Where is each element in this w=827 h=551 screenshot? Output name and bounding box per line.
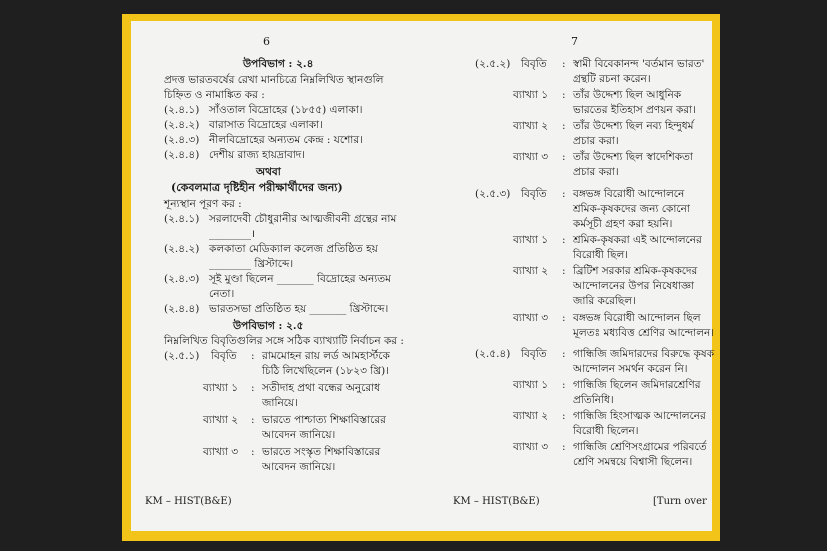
page-footer: KM – HIST(B&E) <box>453 496 540 507</box>
instruction: প্রদত্ত ভারতবর্ষের রেখা মানচিত্রে নিম্নলিখিত স্থানগুলি <box>164 74 384 86</box>
page-number: 7 <box>571 35 578 48</box>
explanation-label: ব্যাখ্যা ১ <box>513 379 549 391</box>
colon: : <box>562 348 566 360</box>
explanation-label: ব্যাখ্যা ২ <box>203 414 239 426</box>
explanation-line: গান্ধিজি ছিলেন জমিদারশ্রেণির <box>573 379 701 391</box>
explanation-label: ব্যাখ্যা ৩ <box>513 441 549 453</box>
colon: : <box>562 120 566 132</box>
colon: : <box>251 446 255 458</box>
colon: : <box>562 58 566 70</box>
statement-label: বিবৃতি <box>521 348 547 360</box>
colon: : <box>562 441 566 453</box>
explanation-line: জারি করেছিল। <box>573 295 636 307</box>
page-footer: KM – HIST(B&E) <box>145 496 232 507</box>
turn-over-note: [Turn over <box>653 496 707 507</box>
explanation-line: আবেদন জানিয়ে। <box>262 429 336 441</box>
colon: : <box>562 265 566 277</box>
question-number: (২.৫.২) <box>475 58 511 70</box>
statement-line: রামমোহন রায় লর্ড আমহার্স্টকে <box>262 350 390 362</box>
explanation-line: বিরোধী ছিল। <box>573 249 629 261</box>
statement-line: কর্মসূচী গ্রহণ করা হয়নি। <box>573 218 673 230</box>
explanation-line: তাঁর উদ্দেশ্য ছিল নব্য হিন্দুধর্ম <box>573 120 694 132</box>
explanation-line: বঙ্গভঙ্গ বিরোধী আন্দোলন ছিল <box>573 312 701 324</box>
explanation-line: প্রচার করা। <box>573 166 619 178</box>
explanation-line: বিরোধী ছিলেন। <box>573 425 639 437</box>
booklet-spread <box>131 21 715 531</box>
colon: : <box>562 234 566 246</box>
explanation-line: মূলতঃ মধ্যবিত্ত শ্রেণির আন্দোলন। <box>573 327 715 339</box>
explanation-line: জানিয়ে। <box>262 397 298 409</box>
colon: : <box>251 414 255 426</box>
page-number: 6 <box>263 35 270 48</box>
explanation-label: ব্যাখ্যা ১ <box>203 382 239 394</box>
statement-line: শ্রমিক-কৃষকদের জন্য কোনো <box>573 203 690 215</box>
colon: : <box>251 350 255 362</box>
fill-line: সূই মুণ্ডা ছিলেন _______ বিদ্রোহের অন্যতম <box>209 273 392 285</box>
item-number: (২.৪.২) <box>164 119 200 131</box>
explanation-line: আন্দোলনের উপর নিষেধাজ্ঞা <box>573 280 695 292</box>
colon: : <box>251 382 255 394</box>
explanation-label: ব্যাখ্যা ৩ <box>203 446 239 458</box>
explanation-label: ব্যাখ্যা ১ <box>513 89 549 101</box>
instruction3: নিম্নলিখিত বিবৃতিগুলির সঙ্গে সঠিক ব্যাখ্যাটি নির্বাচন কর : <box>164 335 404 347</box>
question-number: (২.৫.৪) <box>475 348 511 360</box>
explanation-label: ব্যাখ্যা ২ <box>513 120 549 132</box>
fill-line: কলকাতা মেডিক্যাল কলেজ প্রতিষ্ঠিত হয় <box>209 243 378 255</box>
statement-line: বঙ্গভঙ্গ বিরোধী আন্দোলনে <box>573 188 685 200</box>
fill-line: ভারতসভা প্রতিষ্ঠিত হয় _______ খ্রিস্টাব্দে। <box>209 303 389 315</box>
fill-line: নেতা। <box>209 288 235 300</box>
section-title: উপবিভাগ : ২.৪ <box>243 58 314 70</box>
explanation-line: শ্রমিক-কৃষকরা এই আন্দোলনের <box>573 234 702 246</box>
section2-title: উপবিভাগ : ২.৫ <box>233 320 304 332</box>
question-number: (২.৫.১) <box>164 350 200 362</box>
explanation-label: ব্যাখ্যা ২ <box>513 265 549 277</box>
explanation-line: ভারতে সংস্কৃত শিক্ষাবিস্তারের <box>262 446 381 458</box>
explanation-line: ব্রিটিশ সরকার শ্রমিক-কৃষকদের <box>573 265 698 277</box>
item-number: (২.৪.৪) <box>164 149 200 161</box>
explanation-line: সতীদাহ প্রথা বন্ধের অনুরোধ <box>262 382 381 394</box>
item-text: সাঁওতাল বিদ্রোহের (১৮৫৫) এলাকা। <box>209 104 363 116</box>
item-text: বারাসাত বিদ্রোহের এলাকা। <box>209 119 323 131</box>
explanation-line: প্রচার করা। <box>573 135 619 147</box>
explanation-label: ব্যাখ্যা ২ <box>513 410 549 422</box>
colon: : <box>562 312 566 324</box>
explanation-line: তাঁর উদ্দেশ্য ছিল আধুনিক <box>573 89 682 101</box>
fill-number: (২.৪.১) <box>164 213 200 225</box>
colon: : <box>562 151 566 163</box>
explanation-line: ভারতের ইতিহাস প্রণয়ন করা। <box>573 104 696 116</box>
item-number: (২.৪.৩) <box>164 134 200 146</box>
statement-label: বিবৃতি <box>211 350 237 362</box>
fill-line: সরলাদেবী চৌধুরানীর আত্মজীবনী গ্রন্থের নাম <box>209 213 397 225</box>
instruction-line-2: চিহ্নিত ও নামাঙ্কিত কর : <box>164 89 265 101</box>
item-number: (২.৪.১) <box>164 104 200 116</box>
statement-line: চিঠি লিখেছিলেন (১৮২৩ খ্রি)। <box>262 365 389 377</box>
explanation-label: ব্যাখ্যা ১ <box>513 234 549 246</box>
statement-line: আন্দোলন সমর্থন করেন নি। <box>573 363 688 375</box>
explanation-line: গান্ধিজি শ্রেণিসংগ্রামের পরিবর্তে <box>573 441 707 453</box>
explanation-line: ভারতে পাশ্চাত্য শিক্ষাবিস্তারের <box>262 414 386 426</box>
explanation-label: ব্যাখ্যা ৩ <box>513 151 549 163</box>
fill-line: ________। <box>209 228 255 240</box>
colon: : <box>562 379 566 391</box>
item-text: নীলবিদ্রোহের অন্যতম কেন্দ্র : যশোর। <box>209 134 363 146</box>
explanation-line: তাঁর উদ্দেশ্য ছিল স্বাদেশিকতা <box>573 151 693 163</box>
fill-number: (২.৪.৩) <box>164 273 200 285</box>
fill-number: (২.৪.২) <box>164 243 200 255</box>
explanation-label: ব্যাখ্যা ৩ <box>513 312 549 324</box>
statement-line: গান্ধিজি জমিদারদের বিরুদ্ধে কৃষক <box>573 348 715 360</box>
statement-line: গ্রন্থটি রচনা করেন। <box>573 73 651 85</box>
colon: : <box>562 188 566 200</box>
fill-number: (২.৪.৪) <box>164 303 200 315</box>
or-divider: অথবা <box>256 166 281 178</box>
fill-title: শূন্যস্থান পূরণ কর : <box>164 198 242 210</box>
blind-heading: (কেবলমাত্র দৃষ্টিহীন পরীক্ষার্থীদের জন্য) <box>171 181 343 194</box>
explanation-line: আবেদন জানিয়ে। <box>262 461 336 473</box>
right-page <box>421 21 715 531</box>
statement-label: বিবৃতি <box>521 58 547 70</box>
statement-label: বিবৃতি <box>521 188 547 200</box>
item-text: দেশীয় রাজ্য হায়দ্রাবাদ। <box>209 149 306 161</box>
left-page <box>131 21 421 531</box>
fill-line: ________ খ্রিস্টাব্দে। <box>209 258 294 270</box>
explanation-line: গান্ধিজি হিংসাত্মক আন্দোলনের <box>573 410 706 422</box>
question-number: (২.৫.৩) <box>475 188 511 200</box>
colon: : <box>562 410 566 422</box>
statement-line: স্বামী বিবেকানন্দ 'বর্তমান ভারত' <box>573 58 705 70</box>
colon: : <box>562 89 566 101</box>
explanation-line: শ্রেণি সমন্বয়ে বিশ্বাসী ছিলেন। <box>573 456 693 468</box>
explanation-line: প্রতিনিধি। <box>573 394 614 406</box>
